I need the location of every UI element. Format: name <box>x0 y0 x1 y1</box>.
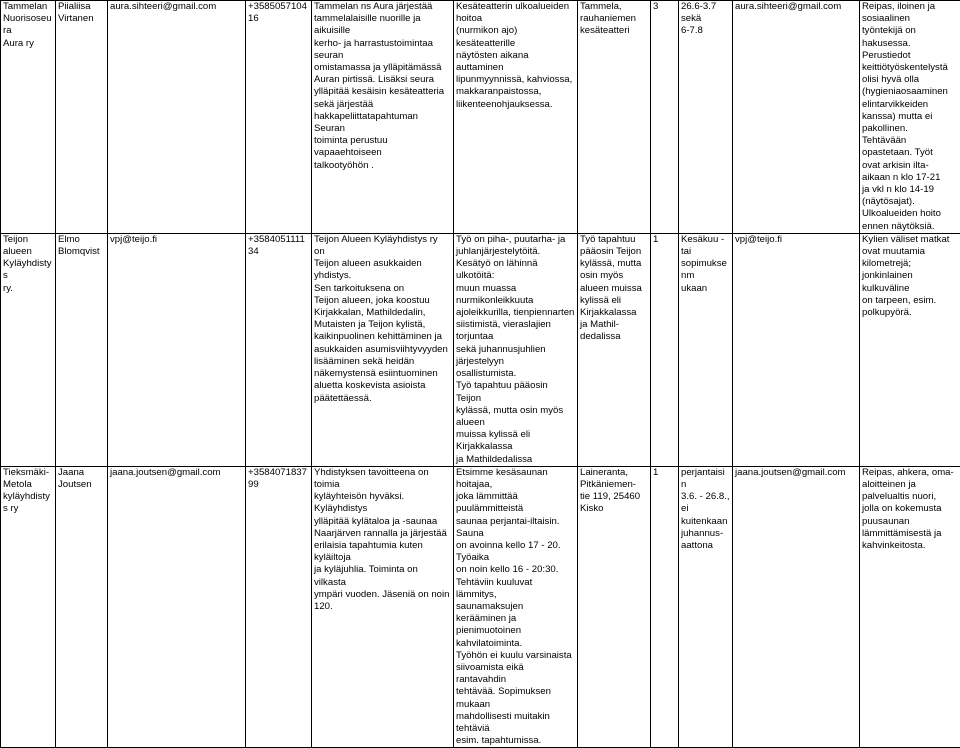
organisation-cell: Tammelan Nuorisoseura Aura ry <box>1 1 56 234</box>
phone-cell: +358505710416 <box>246 1 312 234</box>
email-cell: vpj@teijo.fi <box>108 233 246 466</box>
contact-person-cell: Piialiisa Virtanen <box>56 1 108 234</box>
email-cell: aura.sihteeri@gmail.com <box>108 1 246 234</box>
notes-cell: Reipas, ahkera, oma- aloitteinen ja palvelualtis nuori, jolla on kokemusta puusaunan lämmittämisestä ja kahvinkeitosta. <box>860 466 960 748</box>
contact-person-cell: Jaana Joutsen <box>56 466 108 748</box>
phone-cell: +358405111134 <box>246 233 312 466</box>
period-cell: perjantaisin 3.6. - 26.8., ei kuitenkaan juhannus- aattona <box>679 466 733 748</box>
count-cell: 1 <box>651 466 679 748</box>
table-row <box>1 1 960 234</box>
email-cell: jaana.joutsen@gmail.com <box>108 466 246 748</box>
contact-person-cell: Elmo Blomqvist <box>56 233 108 466</box>
location-cell: Tammela, rauhaniemen kesäteatteri <box>578 1 651 234</box>
description-cell: Teijon Alueen Kyläyhdistys ry on Teijon alueen asukkaiden yhdistys. Sen tarkoituksena on Teijon alueen, joka koostuu Kirjakkalan, Mathildedalin, Mutaisten ja Teijon kylistä, kaikinpuolinen kehittäminen ja asukkaiden asumisviihtyvyyden lisääminen sekä heidän näkemystensä esiintuominen aluetta koskevista asioista päätettäessä. <box>312 233 454 466</box>
organisation-cell: Tieksmäki- Metola kyläyhdistys ry <box>1 466 56 748</box>
table-row <box>1 466 960 748</box>
apply-to-cell: aura.sihteeri@gmail.com <box>733 1 860 234</box>
tasks-cell: Työ on piha-, puutarha- ja juhlanjärjestelytöitä. Kesätyö on lähinnä ulkotöitä: muun muassa nurmikonleikkuuta ajoleikkurilla, tienpiennarten siistimistä, vieraslajien torjuntaa sekä juhannusjuhlien järjestelyyn osallistumista. Työ tapahtuu pääosin Teijon kylässä, mutta osin myös alueen muissa kylissä eli Kirjakkalassa ja Mathildedalissa <box>454 233 578 466</box>
description-cell: Yhdistyksen tavoitteena on toimia kyläyhteisön hyväksi. Kyläyhdistys ylläpitää kylätaloa ja -saunaa Naarjärven rannalla ja järjestää erilaisia tapahtumia kuten kyläiltoja ja kyläjuhlia. Toiminta on vilkasta ympäri vuoden. Jäseniä on noin 120. <box>312 466 454 748</box>
apply-to-cell: jaana.joutsen@gmail.com <box>733 466 860 748</box>
description-cell: Tammelan ns Aura järjestää tammelalaisille nuorille ja aikuisille kerho- ja harrastustoimintaa seuran omistamassa ja ylläpitämässä Auran pirtissä. Lisäksi seura ylläpitää kesäisin kesäteatteria sekä järjestää hakkapeliittatapahtuman Seuran toiminta perustuu vapaaehtoiseen talkootyöhön . <box>312 1 454 234</box>
organisation-cell: Teijon alueen Kyläyhdistys ry. <box>1 233 56 466</box>
notes-cell: Kylien väliset matkat ovat muutamia kilometrejä; jonkinlainen kulkuväline on tarpeen, esim. polkupyörä. <box>860 233 960 466</box>
location-cell: Laineranta, Pitkäniemen- tie 119, 25460 Kisko <box>578 466 651 748</box>
table-row <box>1 233 960 466</box>
tasks-cell: Etsimme kesäsaunan hoitajaa, joka lämmittää puulämmitteistä saunaa perjantai-iltaisin. Sauna on avoinna kello 17 - 20. Työaika on noin kello 16 - 20:30. Tehtäviin kuuluvat lämmitys, saunamaksujen kerääminen ja pienimuotoinen kahvilatoiminta. Työhön ei kuulu varsinaista siivoamista eikä rantavahdin tehtävää. Sopimuksen mukaan mahdollisesti muitakin tehtäviä esim. tapahtumissa. <box>454 466 578 748</box>
tasks-cell: Kesäteatterin ulkoalueiden hoitoa (nurmikon ajo) kesäteatterille näytösten aikana auttaminen lipunmyynnissä, kahviossa, makkaranpaistossa, liikenteenohjauksessa. <box>454 1 578 234</box>
count-cell: 3 <box>651 1 679 234</box>
notes-cell: Reipas, iloinen ja sosiaalinen työntekijä on hakusessa. Perustiedot keittiötyöskentelystä olisi hyvä olla (hygieniaosaaminen elintarvikkeiden kanssa) mutta ei pakollinen. Tehtävään opastetaan. Työt ovat arkisin ilta- aikaan n klo 17-21 ja vkl n klo 14-19 (näytösajat). Ulkoalueiden hoito ennen näytöksiä. <box>860 1 960 234</box>
location-cell: Työ tapahtuu pääosin Teijon kylässä, mutta osin myös alueen muissa kylissä eli Kirjakkalassa ja Mathil- dedalissa <box>578 233 651 466</box>
count-cell: 1 <box>651 233 679 466</box>
phone-cell: +358407183799 <box>246 466 312 748</box>
period-cell: 26.6-3.7 sekä 6-7.8 <box>679 1 733 234</box>
period-cell: Kesäkuu - tai sopimuksenm ukaan <box>679 233 733 466</box>
apply-to-cell: vpj@teijo.fi <box>733 233 860 466</box>
